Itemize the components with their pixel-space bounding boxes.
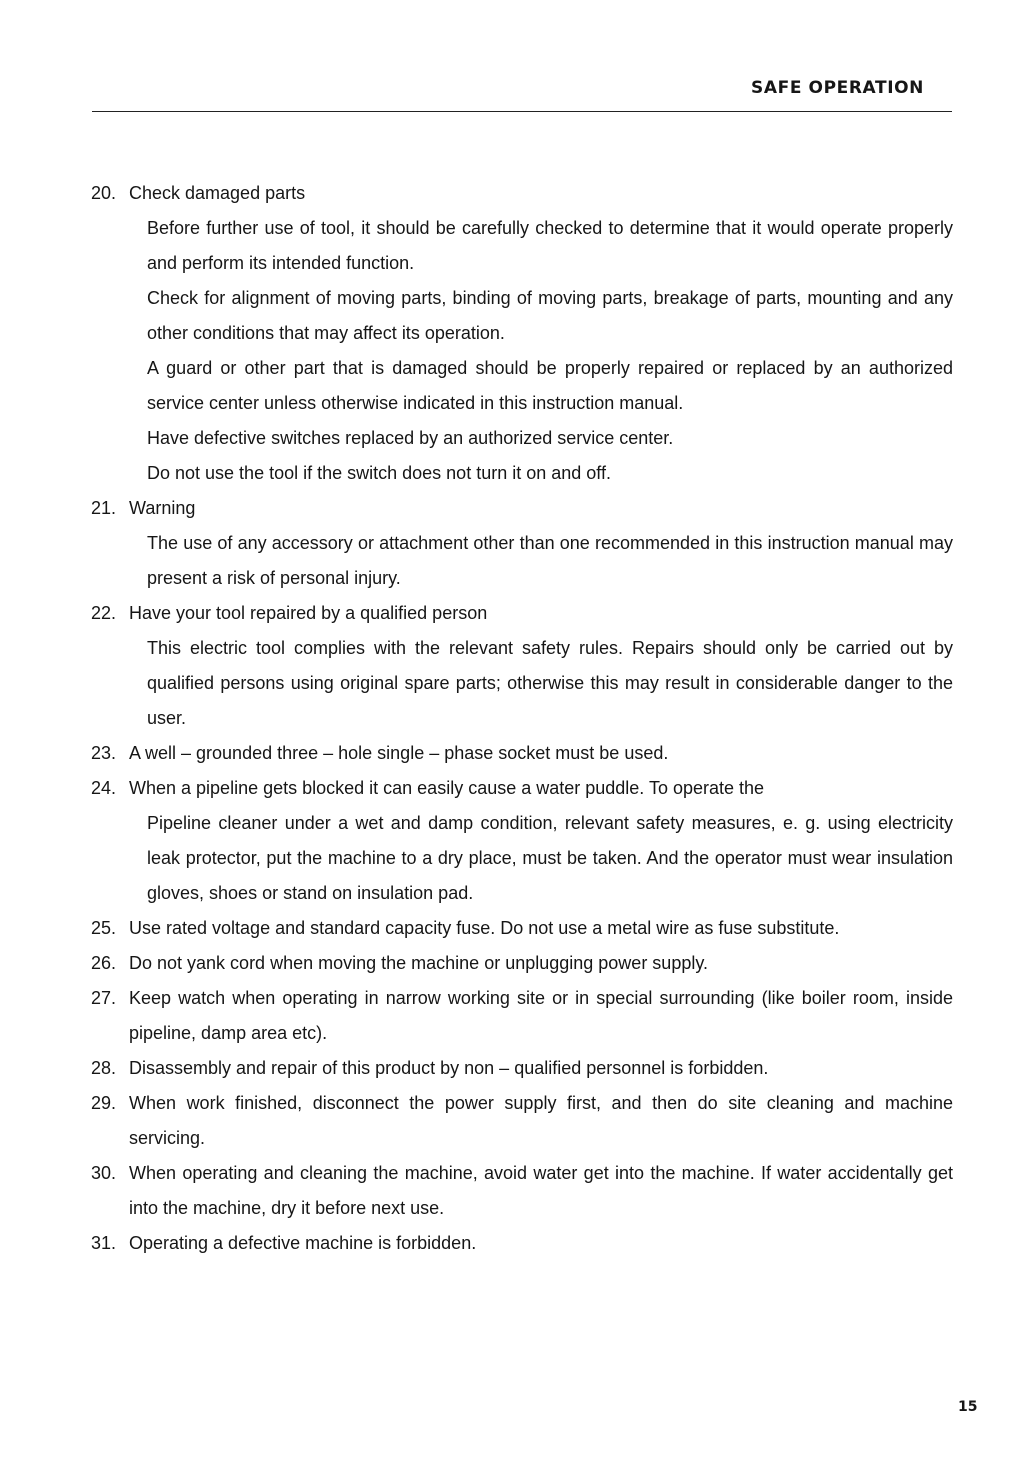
item-text: Keep watch when operating in narrow working site or in special surrounding (like boiler room, inside pipeline, damp area etc). [129,988,953,1043]
item-body [91,526,953,596]
item-number: 28. [91,1058,117,1078]
item-paragraph: A guard or other part that is damaged should be properly repaired or replaced by an authorized service center unless otherwise indicated in this instruction manual. [147,358,953,413]
item-heading: When a pipeline gets blocked it can easily cause a water puddle. To operate the [129,778,765,798]
item-text: Use rated voltage and standard capacity fuse. Do not use a metal wire as fuse substitute. [129,918,840,938]
item-text: Do not yank cord when moving the machine or unplugging power supply. [129,953,709,973]
item-number: 30. [91,1163,117,1183]
item-body [91,631,953,736]
item-number: 20. [91,183,117,203]
list-item [91,736,953,771]
safety-list [91,176,953,1261]
item-body [91,211,953,491]
item-number: 22. [91,603,117,623]
item-heading: Warning [129,498,196,518]
item-text: Disassembly and repair of this product by non – qualified personnel is forbidden. [129,1058,769,1078]
item-number: 27. [91,988,117,1008]
item-body [91,806,953,911]
item-number: 24. [91,778,117,798]
item-text: A well – grounded three – hole single – phase socket must be used. [129,743,669,763]
item-text: When work finished, disconnect the power supply first, and then do site cleaning and machine servicing. [129,1093,953,1148]
item-paragraph: Pipeline cleaner under a wet and damp condition, relevant safety measures, e. g. using electricity leak protector, put the machine to a dry place, must be taken. And the operator must wear insulation gloves, shoes or stand on insulation pad. [147,813,953,903]
item-number: 21. [91,498,117,518]
item-number: 31. [91,1233,117,1253]
item-heading: Have your tool repaired by a qualified person [129,603,488,623]
item-text: When operating and cleaning the machine, avoid water get into the machine. If water accidentally get into the machine, dry it before next use. [129,1163,953,1218]
item-paragraph: Check for alignment of moving parts, binding of moving parts, breakage of parts, mounting and any other conditions that may affect its operation. [147,288,953,343]
list-item [91,1051,953,1086]
item-paragraph: This electric tool complies with the relevant safety rules. Repairs should only be carried out by qualified persons using original spare parts; otherwise this may result in considerable danger to the user. [147,638,953,728]
list-item [91,911,953,946]
list-item [91,1226,953,1261]
item-paragraph: Do not use the tool if the switch does not turn it on and off. [147,463,611,483]
list-item [91,771,953,911]
item-text: Operating a defective machine is forbidden. [129,1233,477,1253]
header-rule [92,111,952,112]
list-item [91,596,953,736]
list-item [91,1086,953,1156]
list-item [91,1156,953,1226]
item-paragraph: The use of any accessory or attachment other than one recommended in this instruction manual may present a risk of personal injury. [147,533,953,588]
item-number: 25. [91,918,117,938]
page-header-title: SAFE OPERATION [751,78,924,98]
list-item [91,176,953,491]
list-item [91,491,953,596]
item-number: 23. [91,743,117,763]
item-number: 29. [91,1093,117,1113]
item-paragraph: Before further use of tool, it should be carefully checked to determine that it would operate properly and perform its intended function. [147,218,953,273]
item-number: 26. [91,953,117,973]
list-item [91,946,953,981]
item-paragraph: Have defective switches replaced by an authorized service center. [147,428,674,448]
item-heading: Check damaged parts [129,183,306,203]
page-number: 15 [958,1399,978,1415]
list-item [91,981,953,1051]
